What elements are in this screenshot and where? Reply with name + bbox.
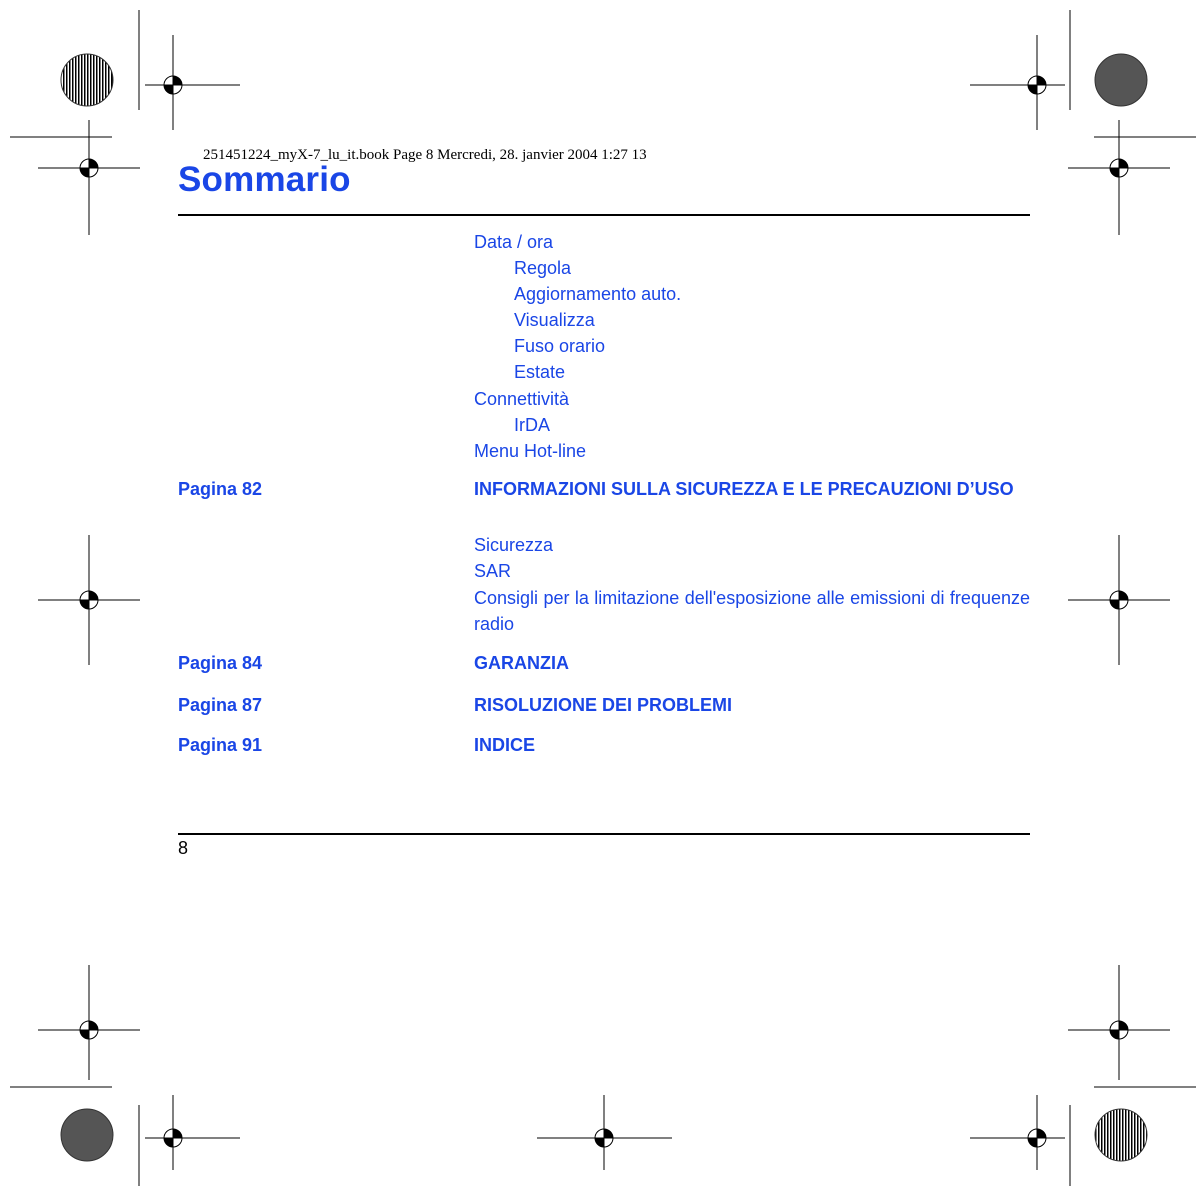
- toc-subentry[interactable]: Sicurezza: [474, 535, 554, 555]
- toc-section-heading[interactable]: GARANZIA: [474, 653, 569, 673]
- toc-subentry[interactable]: Regola: [514, 258, 572, 278]
- toc-section-heading[interactable]: INDICE: [474, 735, 536, 755]
- toc-page-ref: Pagina 82: [178, 479, 263, 499]
- toc-section-heading[interactable]: INFORMAZIONI SULLA SICUREZZA E LE PRECAUZIONI D’USO: [474, 479, 1014, 499]
- title-rule: [178, 214, 1030, 216]
- toc-entry-menu-hotline[interactable]: Menu Hot-line: [474, 441, 587, 461]
- toc-page-ref: Pagina 87: [178, 695, 263, 715]
- toc-subentry[interactable]: SAR: [474, 561, 512, 581]
- toc-subentry[interactable]: IrDA: [514, 415, 550, 435]
- toc-page-ref: Pagina 91: [178, 735, 263, 755]
- toc-subentry[interactable]: Visualizza: [514, 310, 595, 330]
- footer-rule: [178, 833, 1030, 835]
- toc-page-ref: Pagina 84: [178, 653, 263, 673]
- page-number: 8: [178, 838, 189, 858]
- print-header: 251451224_myX-7_lu_it.book Page 8 Mercredi, 28. janvier 2004 1:27 13: [203, 147, 647, 163]
- page-title: Sommario: [178, 160, 351, 199]
- toc-entry-data-ora[interactable]: Data / ora: [474, 232, 554, 252]
- toc-subentry[interactable]: Aggiornamento auto.: [514, 284, 682, 304]
- toc-subentry[interactable]: Fuso orario: [514, 336, 606, 356]
- toc-entry-connettivita[interactable]: Connettività: [474, 389, 570, 409]
- toc-section-heading[interactable]: RISOLUZIONE DEI PROBLEMI: [474, 695, 733, 715]
- toc-subentry[interactable]: Estate: [514, 362, 566, 382]
- toc-subentry[interactable]: Consigli per la limitazione dell'esposizione alle emissioni di frequenze radio: [474, 588, 1030, 634]
